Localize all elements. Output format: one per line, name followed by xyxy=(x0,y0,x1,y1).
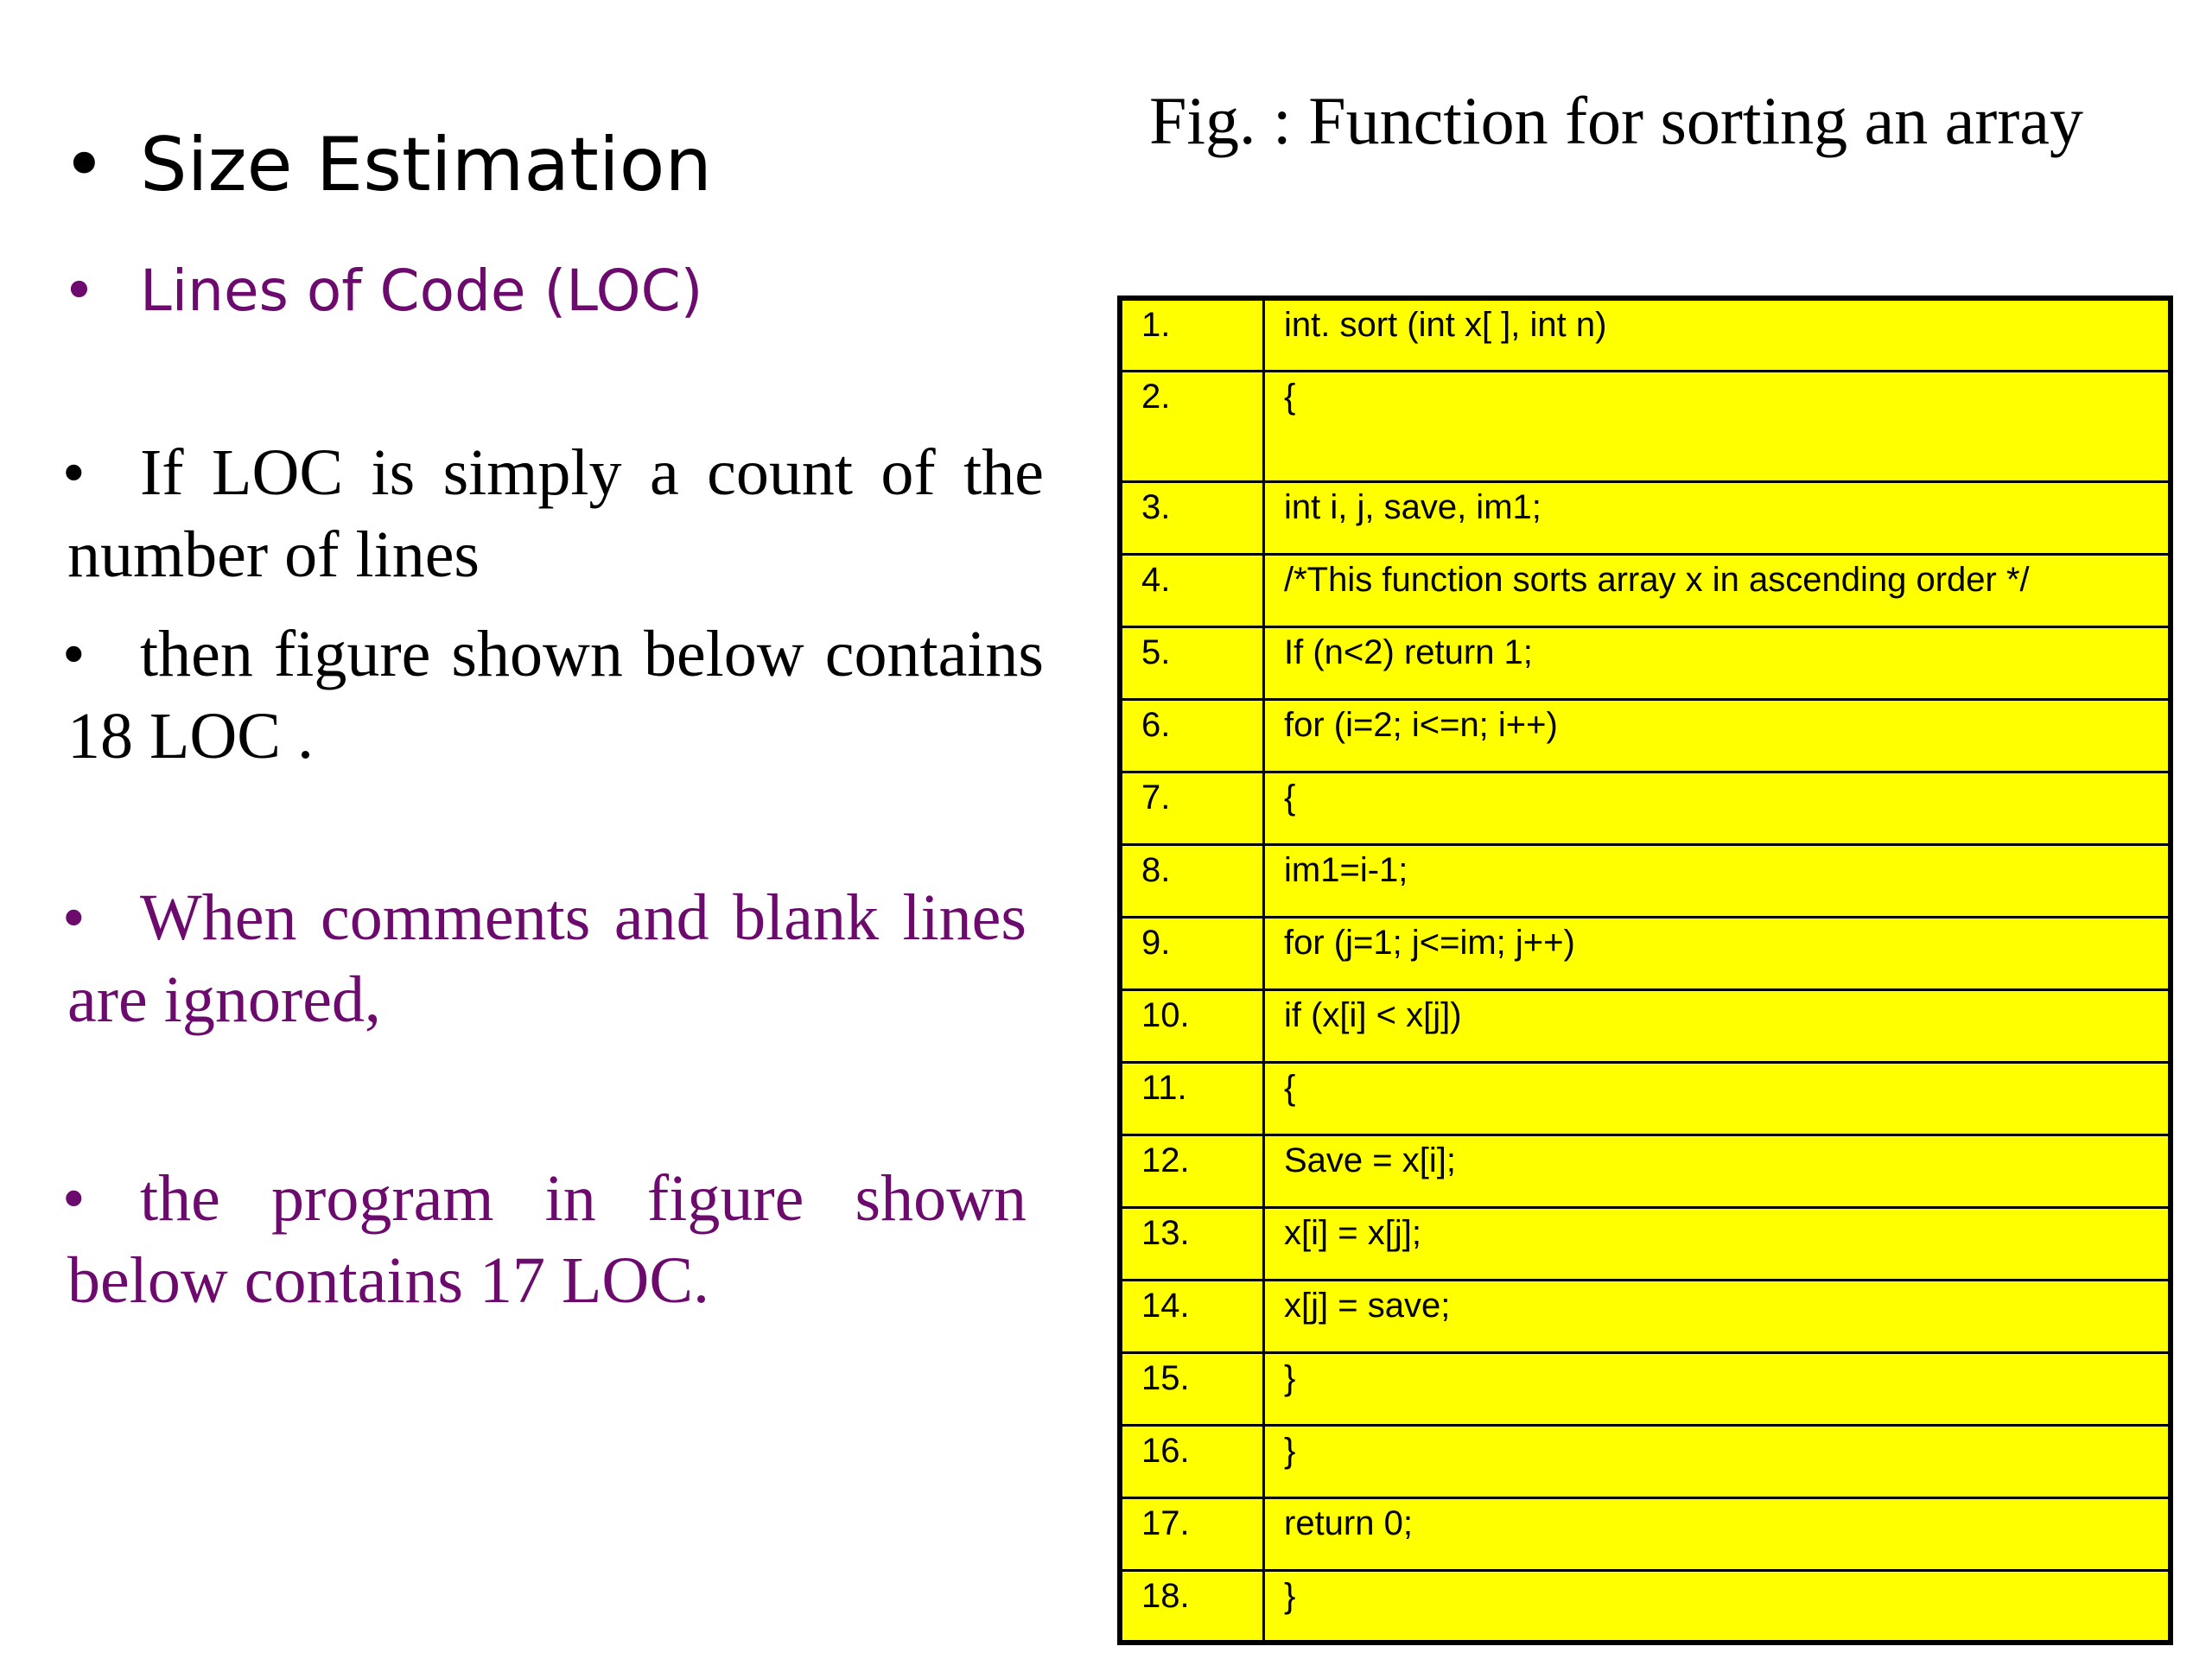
code-listing-table xyxy=(1117,296,2173,1645)
line-number: 16. xyxy=(1120,1425,1264,1497)
code-line: { xyxy=(1264,1062,2171,1135)
bullet-simple-count xyxy=(62,432,1044,596)
bullet-text: If LOC is simply a count of the number of lines xyxy=(67,436,1044,591)
code-line: { xyxy=(1264,371,2171,481)
code-line: /*This function sorts array x in ascending order */ xyxy=(1264,554,2171,626)
code-row xyxy=(1120,772,2171,844)
code-line: int i, j, save, im1; xyxy=(1264,481,2171,554)
code-row xyxy=(1120,626,2171,699)
bullet-then-figure xyxy=(62,613,1044,778)
bullet-text: the program in figure shown below contains 17 LOC. xyxy=(67,1162,1027,1317)
code-line: if (x[i] < x[j]) xyxy=(1264,989,2171,1062)
line-number: 18. xyxy=(1120,1570,1264,1643)
bullet-dot: • xyxy=(62,881,86,954)
code-line: { xyxy=(1264,772,2171,844)
code-row xyxy=(1120,1352,2171,1425)
line-number: 7. xyxy=(1120,772,1264,844)
code-line: Save = x[i]; xyxy=(1264,1135,2171,1207)
code-line: for (j=1; j<=im; j++) xyxy=(1264,917,2171,989)
line-number: 8. xyxy=(1120,844,1264,917)
line-number: 10. xyxy=(1120,989,1264,1062)
bullet-dot: • xyxy=(62,618,86,690)
line-number: 3. xyxy=(1120,481,1264,554)
bullet-loc-heading xyxy=(62,252,1116,330)
line-number: 5. xyxy=(1120,626,1264,699)
code-row xyxy=(1120,1207,2171,1280)
code-row xyxy=(1120,1062,2171,1135)
line-number: 6. xyxy=(1120,699,1264,772)
bullet-dot: • xyxy=(62,257,96,324)
code-line: If (n<2) return 1; xyxy=(1264,626,2171,699)
code-line: x[i] = x[j]; xyxy=(1264,1207,2171,1280)
code-row xyxy=(1120,1497,2171,1570)
code-line: x[j] = save; xyxy=(1264,1280,2171,1352)
code-line: for (i=2; i<=n; i++) xyxy=(1264,699,2171,772)
line-number: 13. xyxy=(1120,1207,1264,1280)
code-line: } xyxy=(1264,1425,2171,1497)
code-row xyxy=(1120,554,2171,626)
code-line: im1=i-1; xyxy=(1264,844,2171,917)
bullet-text: Lines of Code (LOC) xyxy=(140,257,703,324)
code-row xyxy=(1120,1135,2171,1207)
line-number: 15. xyxy=(1120,1352,1264,1425)
code-row xyxy=(1120,844,2171,917)
bullet-size-estimation xyxy=(62,118,1116,213)
bullet-dot: • xyxy=(62,1162,86,1235)
code-line: } xyxy=(1264,1570,2171,1643)
line-number: 11. xyxy=(1120,1062,1264,1135)
code-row xyxy=(1120,1570,2171,1643)
bullet-when-comments xyxy=(62,877,1027,1041)
code-row xyxy=(1120,1425,2171,1497)
line-number: 12. xyxy=(1120,1135,1264,1207)
line-number: 1. xyxy=(1120,298,1264,371)
code-line: int. sort (int x[ ], int n) xyxy=(1264,298,2171,371)
bullet-text: then figure shown below contains 18 LOC . xyxy=(67,618,1044,772)
line-number: 2. xyxy=(1120,371,1264,481)
line-number: 9. xyxy=(1120,917,1264,989)
figure-caption: Fig. : Function for sorting an array xyxy=(1149,83,2083,158)
code-listing-body xyxy=(1120,298,2171,1643)
code-line: return 0; xyxy=(1264,1497,2171,1570)
code-line: } xyxy=(1264,1352,2171,1425)
bullet-text: When comments and blank lines are ignored, xyxy=(67,881,1027,1036)
bullet-dot: • xyxy=(62,436,86,509)
line-number: 14. xyxy=(1120,1280,1264,1352)
code-row xyxy=(1120,989,2171,1062)
bullet-dot: • xyxy=(62,122,106,208)
code-row xyxy=(1120,481,2171,554)
bullet-program-17 xyxy=(62,1158,1027,1322)
code-row xyxy=(1120,371,2171,481)
code-row xyxy=(1120,1280,2171,1352)
line-number: 4. xyxy=(1120,554,1264,626)
line-number: 17. xyxy=(1120,1497,1264,1570)
code-row xyxy=(1120,917,2171,989)
bullet-text: Size Estimation xyxy=(140,122,712,208)
code-row xyxy=(1120,298,2171,371)
code-row xyxy=(1120,699,2171,772)
